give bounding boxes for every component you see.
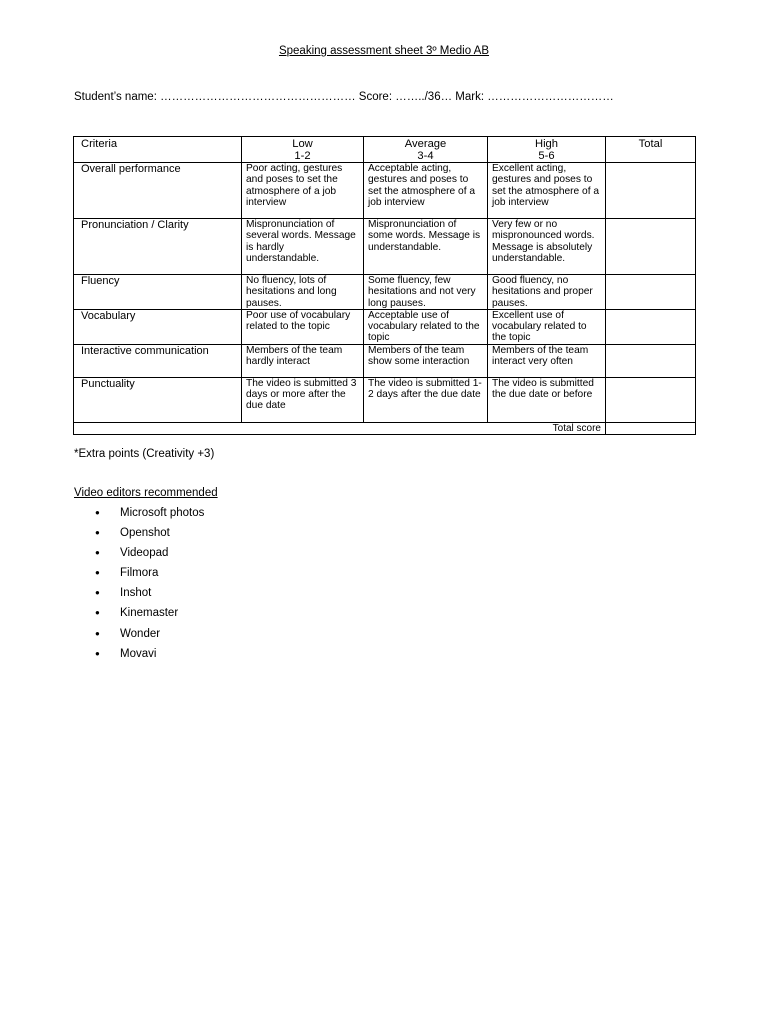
- average-cell: Members of the team show some interaction: [364, 344, 488, 377]
- header-average-label: Average: [404, 138, 447, 150]
- list-item: [95, 606, 204, 626]
- video-editors-heading: Video editors recommended: [74, 487, 218, 499]
- table-row: [74, 344, 696, 377]
- table-header-row: [74, 137, 696, 163]
- table-row: [74, 219, 696, 275]
- average-cell: Some fluency, few hesitations and not very long pauses.: [364, 275, 488, 310]
- table-row: [74, 309, 696, 344]
- extra-points-note: *Extra points (Creativity +3): [74, 448, 215, 460]
- low-cell: Members of the team hardly interact: [242, 344, 364, 377]
- bullet-icon: ●: [95, 648, 100, 658]
- header-total: Total: [606, 137, 696, 163]
- high-cell: Members of the team interact very often: [488, 344, 606, 377]
- high-cell: Good fluency, no hesitations and proper pauses.: [488, 275, 606, 310]
- average-cell: Acceptable use of vocabulary related to the topic: [364, 309, 488, 344]
- total-cell: [606, 377, 696, 422]
- list-item: [95, 526, 204, 546]
- total-cell: [606, 309, 696, 344]
- low-cell: Poor use of vocabulary related to the topic: [242, 309, 364, 344]
- student-info-line: Student’s name: …………………………………………… Score: ……../36… Mark: ……………………………: [74, 91, 614, 103]
- editor-name: Kinemaster: [120, 607, 179, 620]
- total-cell: [606, 219, 696, 275]
- editor-name: Microsoft photos: [120, 507, 205, 519]
- table-row: [74, 275, 696, 310]
- bullet-icon: ●: [95, 548, 100, 558]
- editor-name: Videopad: [120, 547, 169, 560]
- header-average-range: 3-4: [417, 150, 434, 162]
- table-row: [74, 163, 696, 219]
- average-cell: The video is submitted 1-2 days after the due date: [364, 377, 488, 422]
- total-score-label: Total score: [74, 422, 606, 434]
- bullet-icon: ●: [95, 588, 100, 598]
- high-cell: Very few or no mispronounced words. Message is absolutely understandable.: [488, 219, 606, 275]
- header-low: [242, 137, 364, 163]
- low-cell: The video is submitted 3 days or more after the due date: [242, 377, 364, 422]
- list-item: [95, 586, 204, 606]
- average-cell: Acceptable acting, gestures and poses to set the atmosphere of a job interview: [364, 163, 488, 219]
- header-criteria: Criteria: [74, 137, 242, 163]
- header-low-range: 1-2: [294, 150, 311, 162]
- list-item: [95, 566, 204, 586]
- criteria-cell: Pronunciation / Clarity: [74, 219, 242, 275]
- list-item: [95, 546, 204, 566]
- editor-name: Openshot: [120, 527, 170, 540]
- total-cell: [606, 344, 696, 377]
- editor-name: Inshot: [120, 587, 152, 600]
- total-cell: [606, 275, 696, 310]
- header-low-label: Low: [292, 138, 313, 150]
- editor-name: Movavi: [120, 647, 157, 660]
- editor-name: Wonder: [120, 627, 161, 640]
- bullet-icon: ●: [95, 628, 100, 638]
- criteria-cell: Punctuality: [74, 377, 242, 422]
- bullet-icon: ●: [95, 528, 100, 538]
- list-item: [95, 506, 204, 526]
- bullet-icon: ●: [95, 608, 100, 618]
- criteria-cell: Interactive communication: [74, 344, 242, 377]
- criteria-cell: Vocabulary: [74, 309, 242, 344]
- total-cell: [606, 163, 696, 219]
- criteria-cell: Fluency: [74, 275, 242, 310]
- average-cell: Mispronunciation of some words. Message is understandable.: [364, 219, 488, 275]
- list-item: [95, 647, 204, 667]
- bullet-icon: ●: [95, 508, 100, 517]
- bullet-icon: ●: [95, 568, 100, 578]
- total-score-cell: [606, 422, 696, 434]
- list-item: [95, 627, 204, 647]
- criteria-cell: Overall performance: [74, 163, 242, 219]
- low-cell: Poor acting, gestures and poses to set the atmosphere of a job interview: [242, 163, 364, 219]
- rubric-table: [73, 136, 696, 435]
- total-score-row: [74, 422, 696, 434]
- header-high: [488, 137, 606, 163]
- header-average: [364, 137, 488, 163]
- high-cell: The video is submitted the due date or before: [488, 377, 606, 422]
- high-cell: Excellent acting, gestures and poses to set the atmosphere of a job interview: [488, 163, 606, 219]
- low-cell: Mispronunciation of several words. Message is hardly understandable.: [242, 219, 364, 275]
- high-cell: Excellent use of vocabulary related to the topic: [488, 309, 606, 344]
- video-editors-list: [95, 506, 204, 667]
- header-high-range: 5-6: [538, 150, 555, 162]
- low-cell: No fluency, lots of hesitations and long pauses.: [242, 275, 364, 310]
- header-high-label: High: [534, 138, 558, 150]
- page-title: Speaking assessment sheet 3º Medio AB: [278, 45, 490, 57]
- table-row: [74, 377, 696, 422]
- editor-name: Filmora: [120, 567, 159, 580]
